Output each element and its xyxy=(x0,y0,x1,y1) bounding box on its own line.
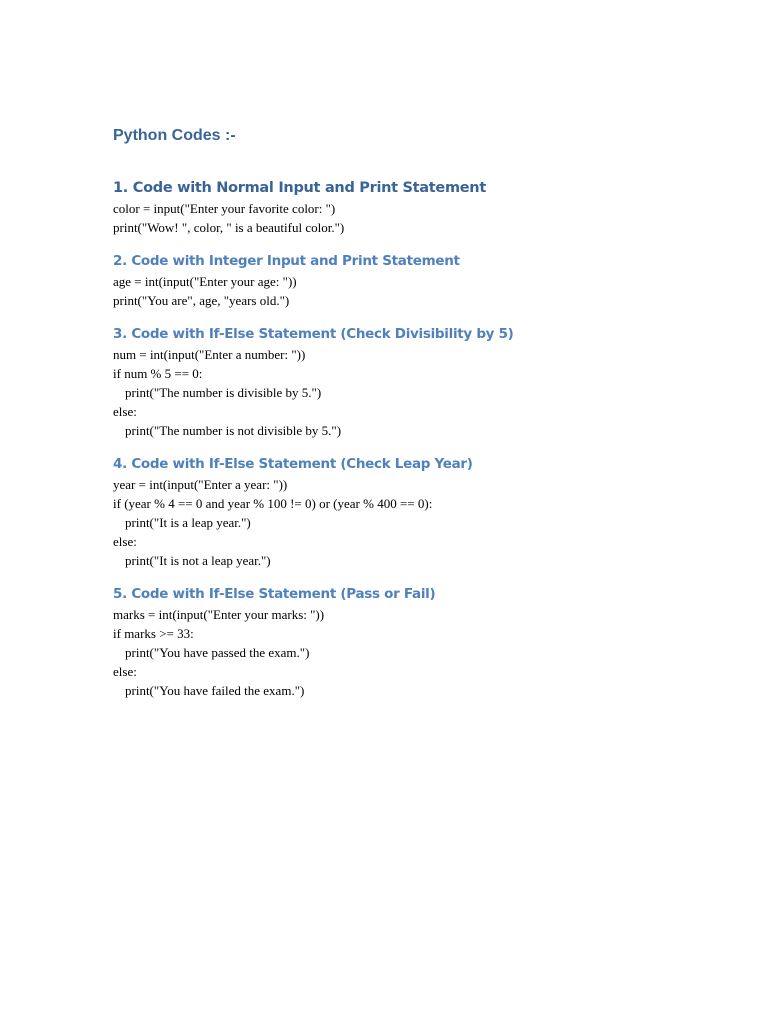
code-line: if num % 5 == 0: xyxy=(113,366,203,381)
code-line: color = input("Enter your favorite color: ") xyxy=(113,201,336,216)
code-line: if (year % 4 == 0 and year % 100 != 0) or (year % 400 == 0): xyxy=(113,496,433,511)
document-page xyxy=(113,124,733,700)
code-line: else: xyxy=(113,664,137,679)
section-5 xyxy=(113,583,733,700)
code-line: else: xyxy=(113,534,137,549)
code-line: print("You are", age, "years old.") xyxy=(113,293,290,308)
section-4 xyxy=(113,453,733,570)
section-2-heading: 2. Code with Integer Input and Print Statement xyxy=(113,253,460,269)
code-line: age = int(input("Enter your age: ")) xyxy=(113,274,297,289)
document-title: Python Codes :- xyxy=(113,127,236,144)
section-2 xyxy=(113,250,733,310)
code-line: print("You have failed the exam.") xyxy=(125,683,305,698)
section-1 xyxy=(113,177,733,237)
code-line: print("The number is divisible by 5.") xyxy=(125,385,322,400)
code-line: if marks >= 33: xyxy=(113,626,194,641)
code-line: print("It is not a leap year.") xyxy=(125,553,271,568)
code-line: print("Wow! ", color, " is a beautiful color.") xyxy=(113,220,345,235)
code-line: print("It is a leap year.") xyxy=(125,515,251,530)
code-line: print("You have passed the exam.") xyxy=(125,645,310,660)
code-line: year = int(input("Enter a year: ")) xyxy=(113,477,288,492)
code-line: else: xyxy=(113,404,137,419)
section-1-heading: 1. Code with Normal Input and Print Statement xyxy=(113,180,486,196)
code-line: marks = int(input("Enter your marks: ")) xyxy=(113,607,325,622)
section-3-heading: 3. Code with If-Else Statement (Check Divisibility by 5) xyxy=(113,326,514,342)
section-4-heading: 4. Code with If-Else Statement (Check Leap Year) xyxy=(113,456,473,472)
section-3 xyxy=(113,323,733,440)
code-line: num = int(input("Enter a number: ")) xyxy=(113,347,306,362)
section-5-heading: 5. Code with If-Else Statement (Pass or Fail) xyxy=(113,586,436,602)
code-line: print("The number is not divisible by 5.") xyxy=(125,423,342,438)
